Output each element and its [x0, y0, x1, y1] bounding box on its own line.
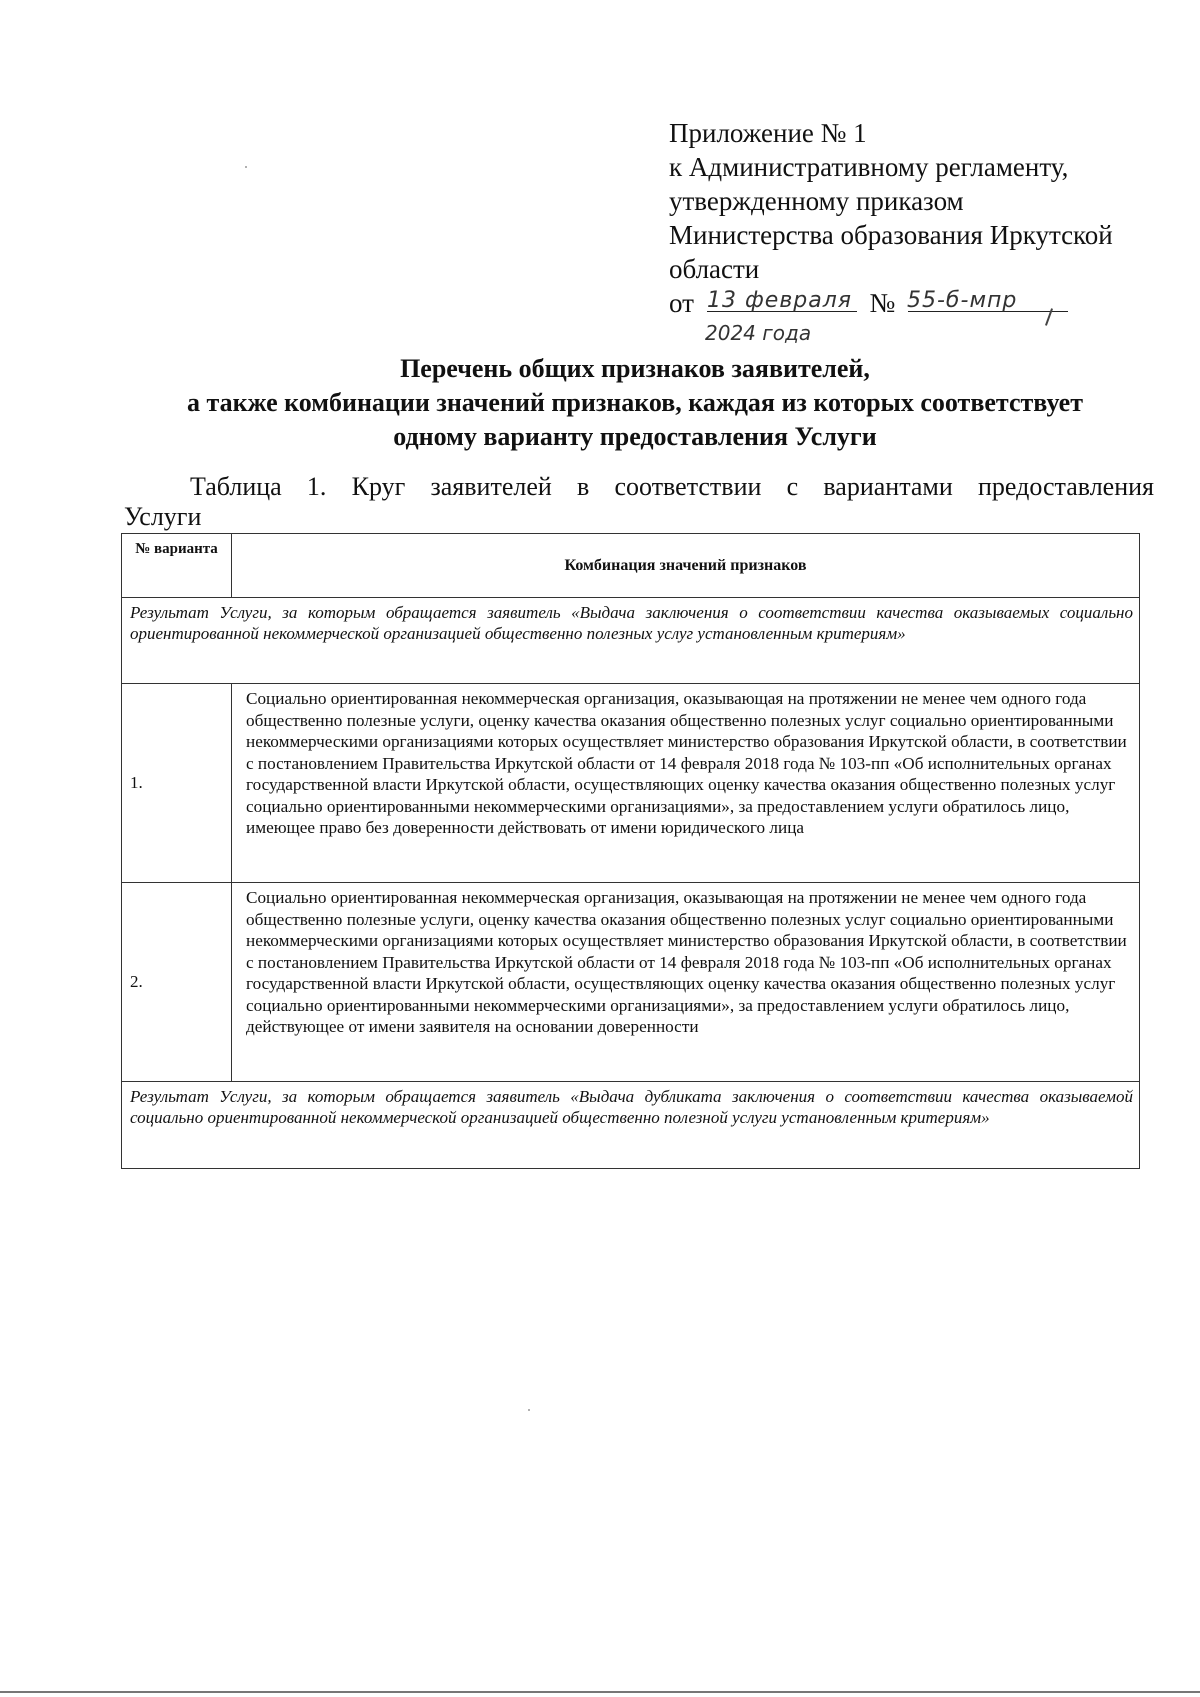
table-row — [122, 883, 1139, 1082]
appendix-header — [669, 116, 1169, 345]
appendix-line: Приложение № 1 — [669, 118, 867, 148]
title-line: а также комбинации значений признаков, каждая из которых соответствует — [187, 388, 1083, 417]
table-header-row — [122, 534, 1139, 598]
number-symbol: № — [869, 288, 896, 318]
appendix-line: утвержденному приказом — [669, 186, 964, 216]
scan-speck — [528, 1409, 530, 1411]
caption-line: Услуги — [124, 502, 202, 531]
table-caption — [124, 472, 1154, 532]
result-row: Результат Услуги, за которым обращается заявитель «Выдача дубликата заключения о соответствии качества оказываемой социально ориентированной некоммерческой организацией общественно полезной услуги установленным критериям» — [130, 1087, 1133, 1127]
title-line: Перечень общих признаков заявителей, — [400, 354, 870, 383]
title-line: одному варианту предоставления Услуги — [393, 422, 877, 451]
appendix-line: к Административному регламенту, — [669, 152, 1069, 182]
date-prefix: от — [669, 288, 694, 318]
table-row — [122, 684, 1139, 883]
result-row: Результат Услуги, за которым обращается заявитель «Выдача заключения о соответствии качества оказываемых социально ориентированной некоммерческой организацией общественно полезных услуг установленным критериям» — [122, 598, 1139, 684]
combination-cell: Социально ориентированная некоммерческая организация, оказывающая на протяжении не менее чем одного года общественно полезные услуги, оценку качества оказания общественно полезных услуг социально ориентированными некоммерческими организациями которых осуществляет министерство образования Иркутской области, в соответствии с постановлением Правительства Иркутской области от 14 февраля 2018 года № 103-пп «Об исполнительных органах государственной власти Иркутской области, осуществляющих оценку качества оказания общественно полезных услуг социально ориентированными некоммерческими организациями», за предоставлением услуги обратилось лицо, имеющее право без доверенности действовать от имени юридического лица — [246, 689, 1127, 837]
combination-cell: Социально ориентированная некоммерческая организация, оказывающая на протяжении не менее чем одного года общественно полезные услуги, оценку качества оказания общественно полезных услуг социально ориентированными некоммерческими организациями которых осуществляет министерство образования Иркутской области, в соответствии с постановлением Правительства Иркутской области от 14 февраля 2018 года № 103-пп «Об исполнительных органах государственной власти Иркутской области, осуществляющих оценку качества оказания общественно полезных услуг социально ориентированными некоммерческими организациями», за предоставлением услуги обратилось лицо, действующее от имени заявителя на основании доверенности — [246, 888, 1127, 1036]
handwritten-number: 55-б-мпр — [907, 288, 1018, 313]
document-title — [100, 352, 1170, 454]
applicants-table — [121, 533, 1140, 1169]
header-variant-number: № варианта — [122, 534, 232, 597]
handwritten-date: 13 февраля — [707, 288, 853, 313]
appendix-line: Министерства образования Иркутской — [669, 220, 1113, 250]
header-combination: Комбинация значений признаков — [564, 556, 807, 574]
scan-edge-line — [0, 1691, 1200, 1693]
appendix-line: области — [669, 254, 760, 284]
caption-line: Таблица 1. Круг заявителей в соответствии с вариантами предоставления — [190, 472, 1154, 501]
variant-number-cell: 2. — [122, 883, 232, 1081]
variant-number-cell: 1. — [122, 684, 232, 882]
order-date-line — [669, 286, 1169, 345]
handwritten-year: 2024 года — [705, 321, 812, 345]
scan-speck — [245, 166, 247, 168]
